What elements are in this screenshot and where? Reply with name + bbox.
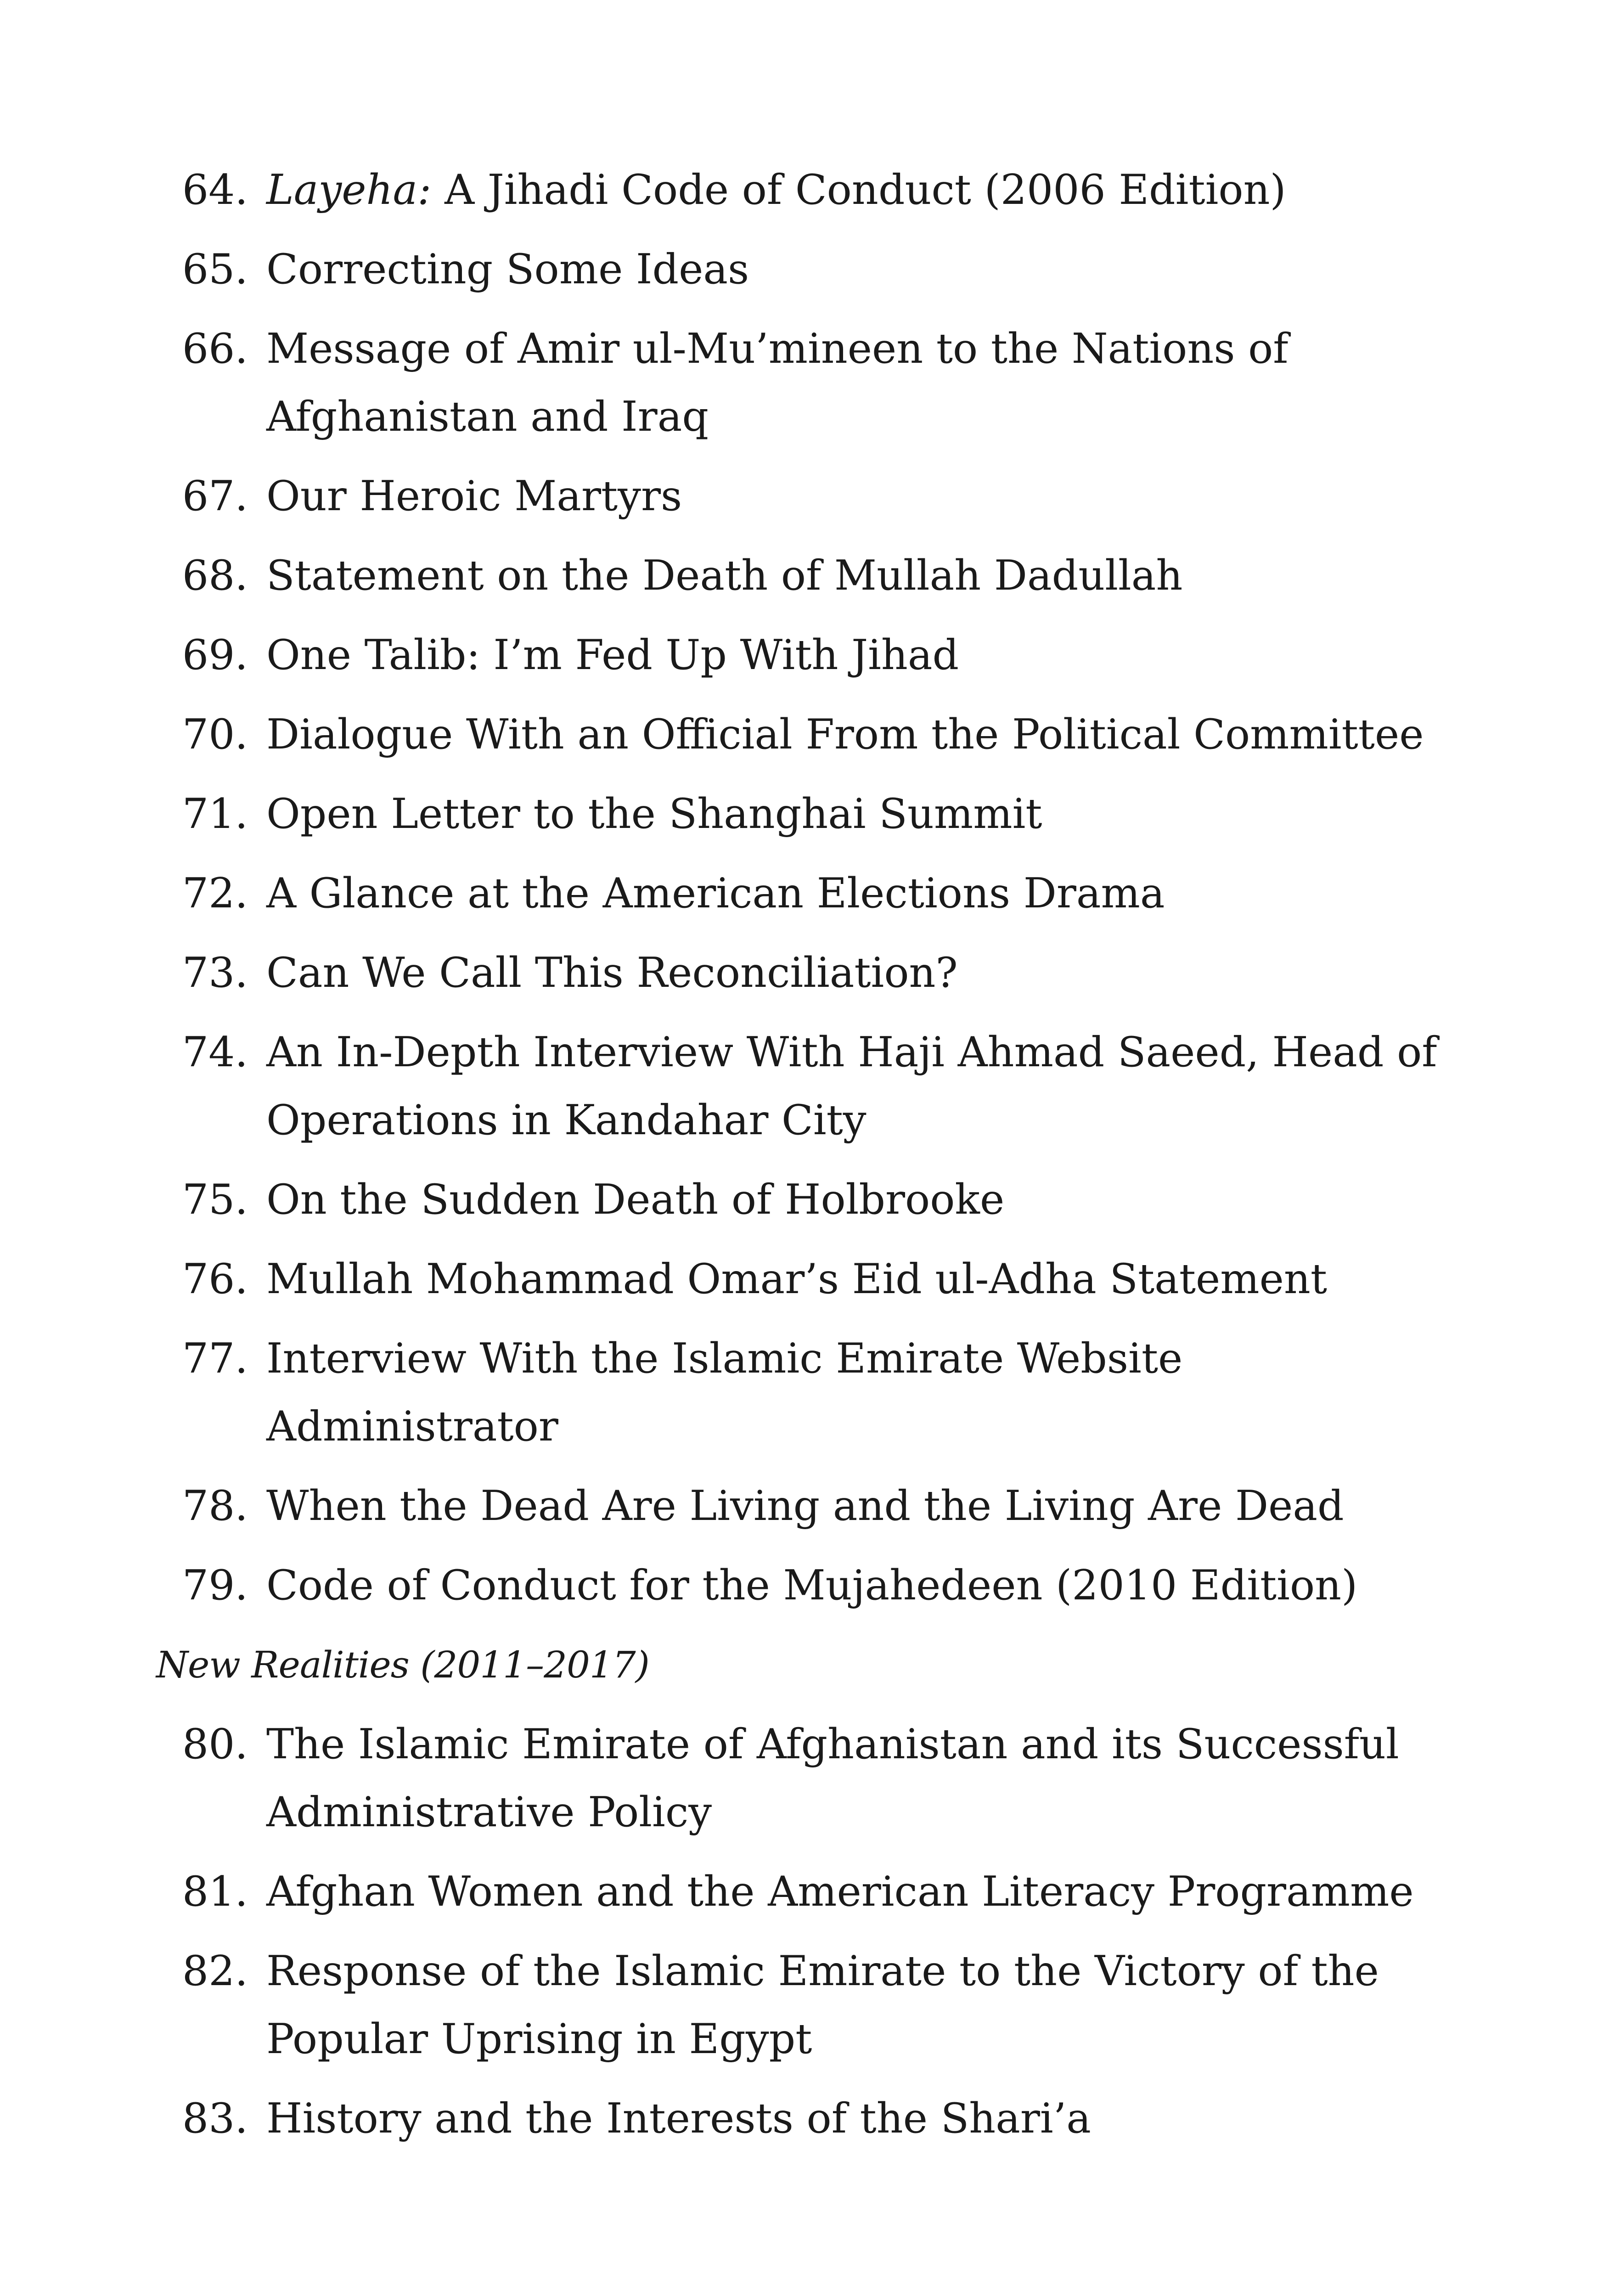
entry-title: Interview With the Islamic Emirate Website Administrator <box>266 1334 1183 1451</box>
table-of-contents <box>156 156 1442 2164</box>
entry-title: Statement on the Death of Mullah Dadullah <box>266 551 1183 600</box>
entry-title: An In-Depth Interview With Haji Ahmad Saeed, Head of Operations in Kandahar City <box>266 1028 1437 1144</box>
toc-entry <box>156 1937 1442 2073</box>
entry-title: On the Sudden Death of Holbrooke <box>266 1176 1005 1224</box>
entry-title: A Glance at the American Elections Drama <box>266 869 1165 917</box>
entry-number: 75. <box>182 1176 248 1224</box>
toc-entry <box>156 542 1442 610</box>
toc-entry <box>156 1711 1442 1846</box>
entry-number: 76. <box>182 1255 248 1303</box>
entry-title: Dialogue With an Official From the Political Committee <box>266 710 1424 759</box>
toc-entry <box>156 236 1442 304</box>
entry-number: 80. <box>182 1720 248 1768</box>
entry-title: Our Heroic Martyrs <box>266 472 682 520</box>
toc-entry <box>156 462 1442 530</box>
entry-title <box>266 156 1442 224</box>
toc-entry <box>156 621 1442 689</box>
toc-entry <box>156 939 1442 1007</box>
entry-title: When the Dead Are Living and the Living Are Dead <box>266 1482 1344 1530</box>
toc-entry <box>156 1858 1442 1926</box>
entry-title: One Talib: I’m Fed Up With Jihad <box>266 631 959 679</box>
entry-title: Code of Conduct for the Mujahedeen (2010 Edition) <box>266 1561 1358 1609</box>
toc-entry <box>156 1245 1442 1313</box>
toc-entry <box>156 1019 1442 1154</box>
entry-number: 73. <box>182 949 248 997</box>
entry-number: 79. <box>182 1561 248 1609</box>
entry-title: Afghan Women and the American Literacy Programme <box>266 1868 1414 1916</box>
toc-entry <box>156 1552 1442 1620</box>
entry-number: 67. <box>182 472 248 520</box>
toc-entry <box>156 860 1442 928</box>
toc-entry <box>156 701 1442 769</box>
section-heading: New Realities (2011–2017) <box>156 1643 649 1686</box>
entry-title: Message of Amir ul-Mu’mineen to the Nations of Afghanistan and Iraq <box>266 325 1289 441</box>
entry-number: 77. <box>182 1334 248 1383</box>
entry-number: 83. <box>182 2094 248 2143</box>
entry-number: 70. <box>182 710 248 759</box>
entry-title: The Islamic Emirate of Afghanistan and its Successful Administrative Policy <box>266 1720 1399 1836</box>
entry-number: 72. <box>182 869 248 917</box>
entry-number: 68. <box>182 551 248 600</box>
entry-title: Response of the Islamic Emirate to the Victory of the Popular Uprising in Egypt <box>266 1947 1379 2063</box>
entry-number: 65. <box>182 245 248 293</box>
entry-number: 71. <box>182 790 248 838</box>
entry-italic-prefix: Layeha: <box>266 166 432 214</box>
entry-number: 66. <box>182 325 248 373</box>
entry-number: 81. <box>182 1868 248 1916</box>
entry-title: Can We Call This Reconciliation? <box>266 949 958 997</box>
entry-number: 69. <box>182 631 248 679</box>
entry-number: 82. <box>182 1947 248 1995</box>
entry-title: Open Letter to the Shanghai Summit <box>266 790 1042 838</box>
toc-entry <box>156 315 1442 451</box>
entry-title: Mullah Mohammad Omar’s Eid ul-Adha Statement <box>266 1255 1327 1303</box>
toc-entry <box>156 1472 1442 1540</box>
entry-number: 74. <box>182 1028 248 1076</box>
entry-number: 64. <box>182 166 248 214</box>
entry-title: History and the Interests of the Shari’a <box>266 2094 1091 2143</box>
entry-title-text: A Jihadi Code of Conduct (2006 Edition) <box>431 166 1286 214</box>
entry-number: 78. <box>182 1482 248 1530</box>
entry-title: Correcting Some Ideas <box>266 245 749 293</box>
toc-entry <box>156 156 1442 224</box>
toc-entry <box>156 2085 1442 2153</box>
toc-entry <box>156 780 1442 848</box>
toc-entry <box>156 1166 1442 1234</box>
toc-entry <box>156 1325 1442 1461</box>
